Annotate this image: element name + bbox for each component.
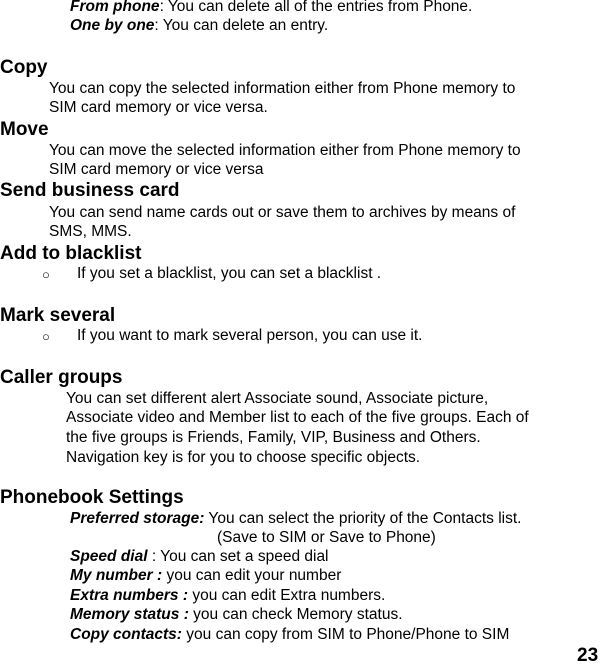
move-line-1: You can move the selected information either from Phone memory to — [49, 142, 521, 159]
extra-numbers-line — [70, 587, 385, 605]
caller-groups-line-3: the five groups is Friends, Family, VIP, Business and Others. — [66, 429, 481, 446]
send-card-line-1: You can send name cards out or save them to archives by means of — [49, 204, 516, 221]
preferred-storage-line — [70, 510, 521, 528]
one-by-one-text: : You can delete an entry. — [154, 17, 329, 34]
send-card-line-2: SMS, MMS. — [49, 223, 132, 240]
page-number: 23 — [577, 645, 599, 666]
preferred-storage-label: Preferred storage: — [70, 510, 205, 527]
mark-several-bullet: ○ — [42, 329, 50, 344]
blacklist-heading: Add to blacklist — [0, 243, 142, 264]
mark-several-heading: Mark several — [0, 305, 116, 326]
memory-status-line — [70, 606, 403, 624]
one-by-one-line — [70, 17, 328, 35]
send-card-heading: Send business card — [0, 180, 180, 201]
copy-heading: Copy — [0, 57, 48, 78]
blacklist-text: If you set a blacklist, you can set a blacklist . — [77, 265, 382, 282]
from-phone-label: From phone — [70, 0, 160, 15]
mark-several-text: If you want to mark several person, you can use it. — [77, 327, 423, 344]
my-number-label: My number : — [70, 567, 163, 584]
copy-contacts-line — [70, 626, 509, 644]
phonebook-settings-heading: Phonebook Settings — [0, 487, 184, 508]
speed-dial-line — [70, 548, 329, 566]
preferred-storage-text-2: (Save to SIM or Save to Phone) — [217, 529, 436, 546]
extra-numbers-text: you can edit Extra numbers. — [188, 587, 386, 604]
copy-contacts-text: you can copy from SIM to Phone/Phone to SIM — [181, 626, 510, 643]
copy-line-1: You can copy the selected information either from Phone memory to — [49, 80, 516, 97]
move-line-2: SIM card memory or vice versa — [49, 161, 264, 178]
caller-groups-heading: Caller groups — [0, 367, 123, 388]
caller-groups-line-1: You can set different alert Associate sound, Associate picture, — [66, 390, 489, 407]
copy-line-2: SIM card memory or vice versa. — [49, 99, 268, 116]
memory-status-label: Memory status : — [70, 606, 189, 623]
my-number-line — [70, 567, 341, 585]
from-phone-text: : You can delete all of the entries from Phone. — [159, 0, 473, 15]
speed-dial-label: Speed dial — [70, 548, 148, 565]
blacklist-bullet: ○ — [42, 267, 50, 282]
caller-groups-line-4: Navigation key is for you to choose specific objects. — [66, 449, 421, 466]
move-heading: Move — [0, 119, 49, 140]
extra-numbers-label: Extra numbers : — [70, 587, 189, 604]
memory-status-text: you can check Memory status. — [188, 606, 403, 623]
speed-dial-text: : You can set a speed dial — [147, 548, 329, 565]
copy-contacts-label: Copy contacts: — [70, 626, 182, 643]
caller-groups-line-2: Associate video and Member list to each of the five groups. Each of — [66, 409, 529, 426]
one-by-one-label: One by one — [70, 17, 155, 34]
preferred-storage-text: You can select the priority of the Contacts list. — [204, 510, 522, 527]
from-phone-line — [70, 0, 472, 16]
my-number-text: you can edit your number — [162, 567, 342, 584]
